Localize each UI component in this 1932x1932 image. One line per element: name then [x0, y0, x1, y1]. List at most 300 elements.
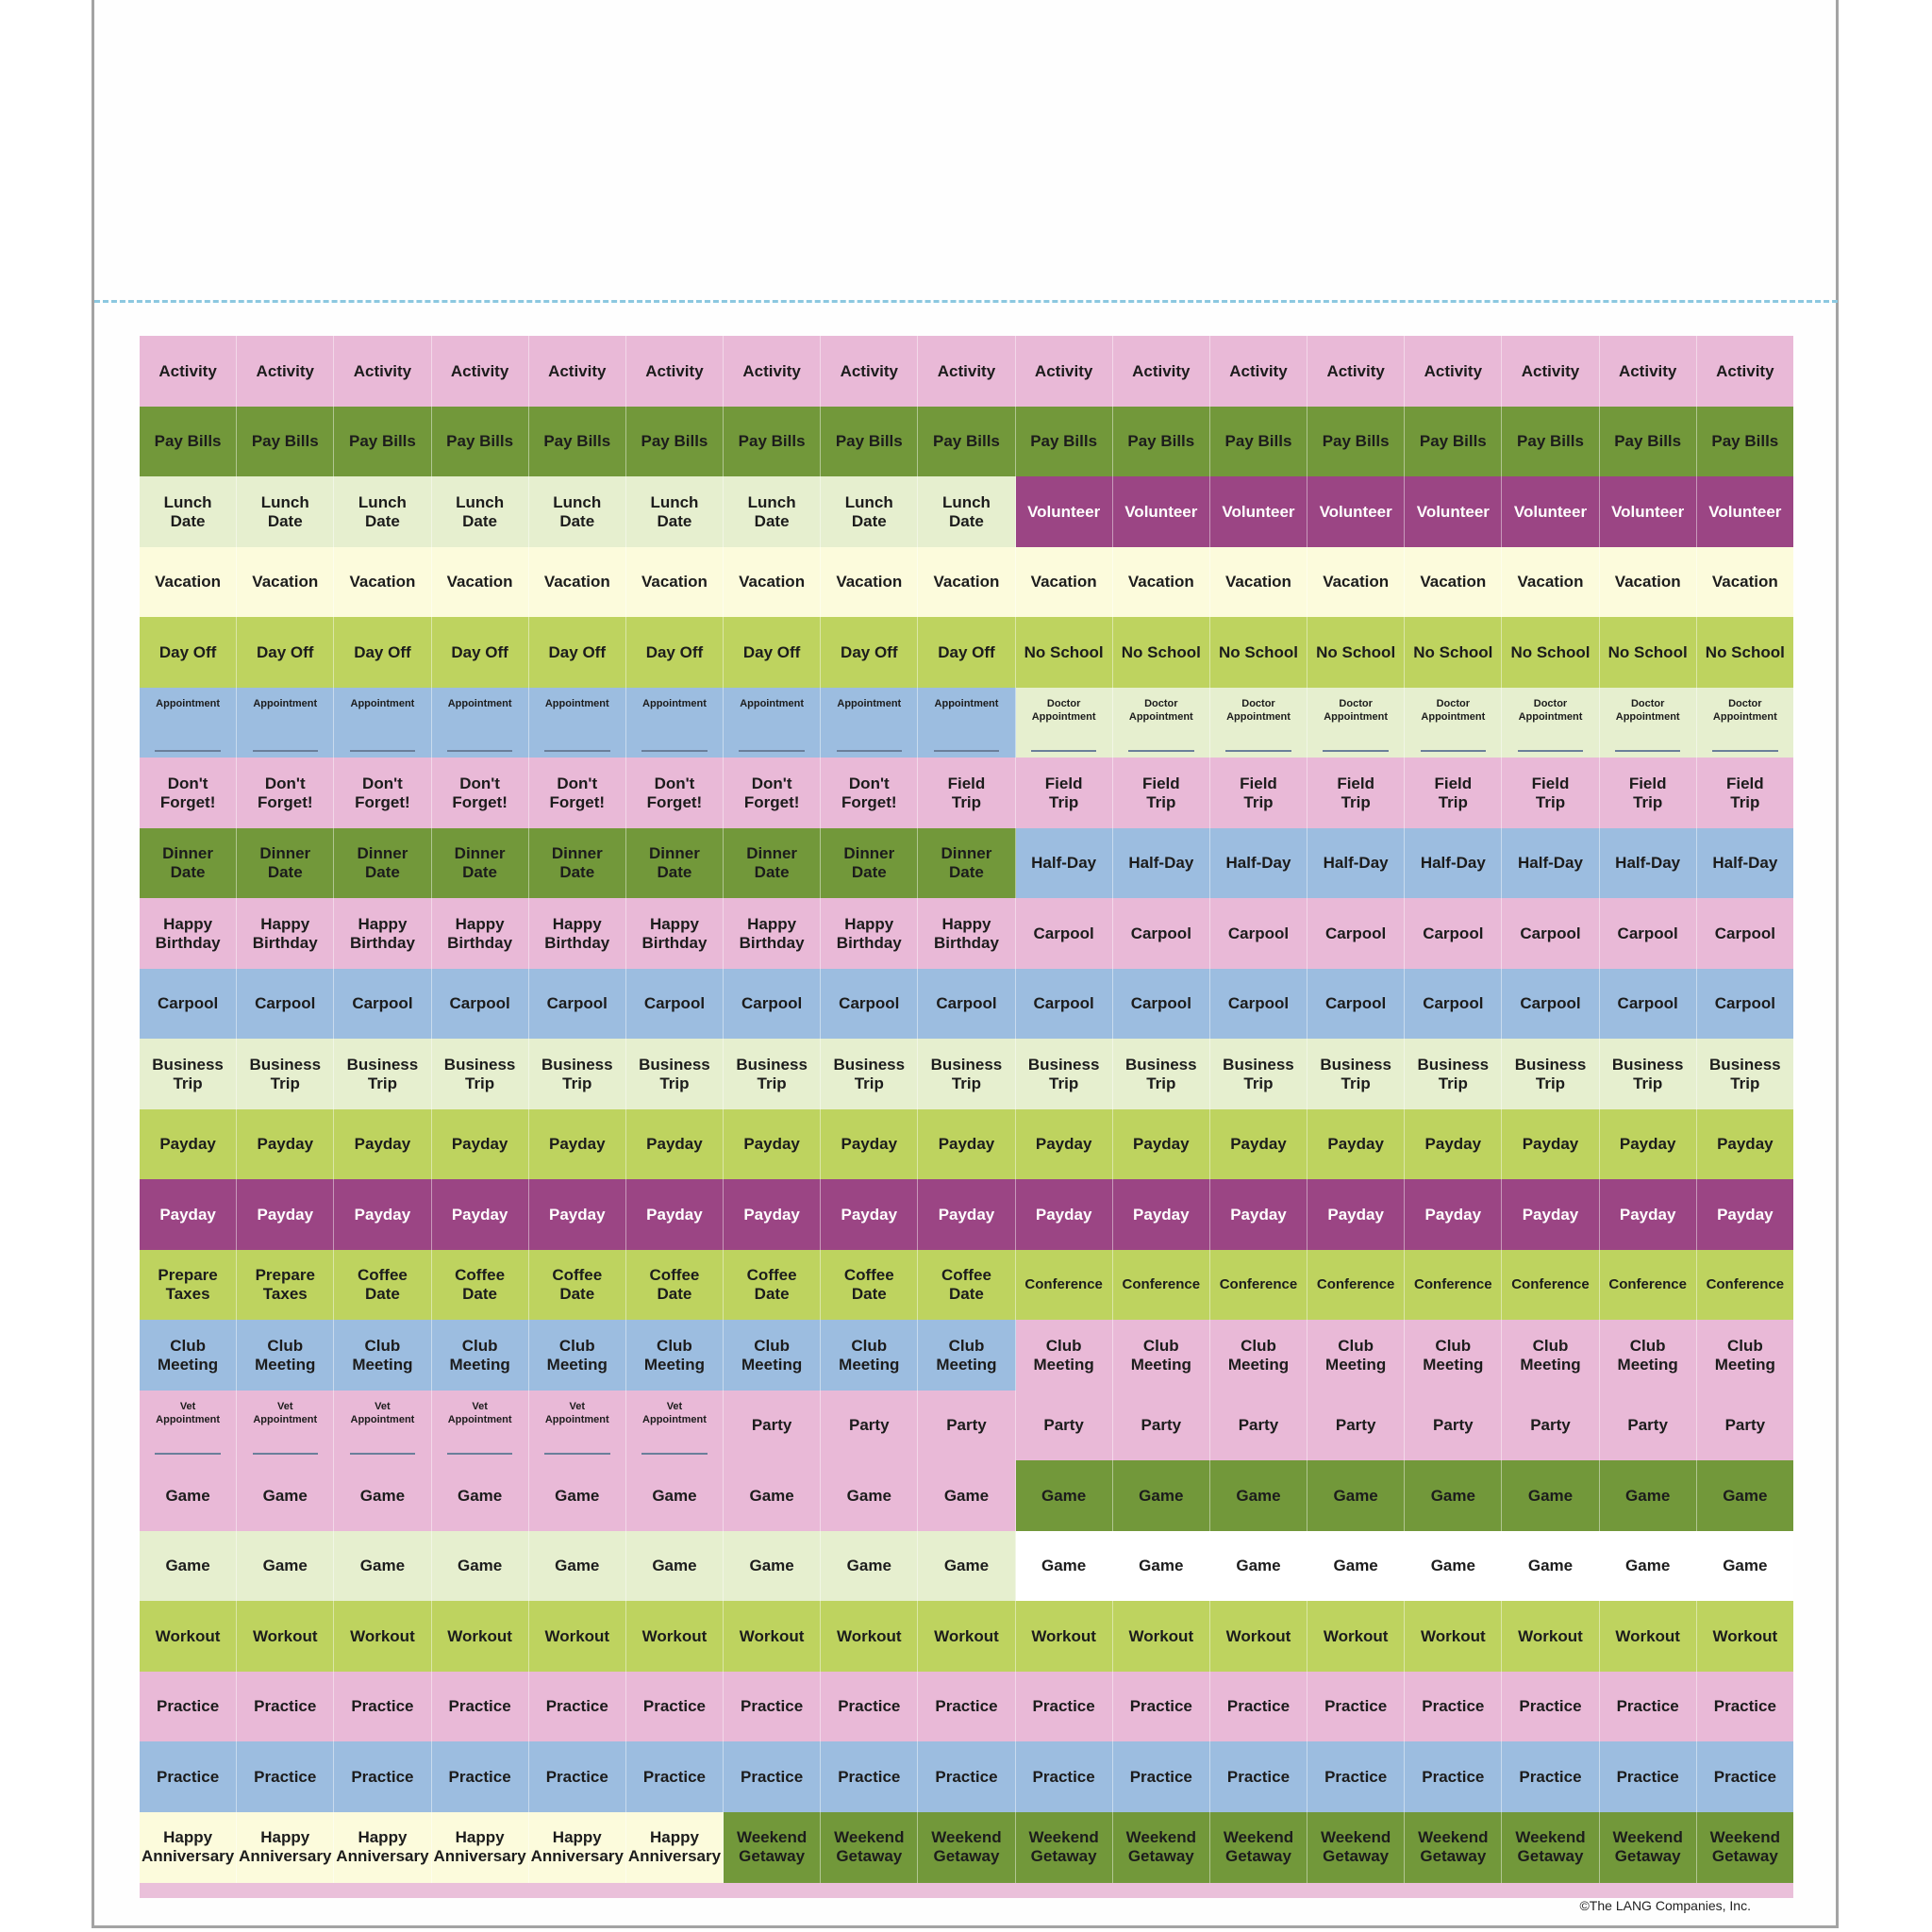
sticker[interactable]	[1600, 336, 1697, 407]
sticker[interactable]	[529, 1250, 626, 1321]
sticker[interactable]	[237, 1109, 334, 1180]
sticker[interactable]	[1697, 1741, 1793, 1812]
sticker[interactable]	[1113, 1531, 1210, 1602]
sticker[interactable]	[1307, 1531, 1405, 1602]
sticker[interactable]	[529, 1460, 626, 1531]
sticker[interactable]	[1405, 1109, 1502, 1180]
sticker[interactable]	[1210, 1320, 1307, 1391]
sticker[interactable]	[1016, 336, 1113, 407]
sticker[interactable]	[1307, 688, 1405, 758]
sticker[interactable]	[529, 1320, 626, 1391]
sticker[interactable]	[334, 758, 431, 828]
sticker[interactable]	[1600, 1672, 1697, 1742]
sticker[interactable]	[1405, 1601, 1502, 1672]
sticker[interactable]	[432, 1672, 529, 1742]
sticker[interactable]	[1307, 1320, 1405, 1391]
sticker[interactable]	[1113, 1812, 1210, 1883]
sticker[interactable]	[821, 1460, 918, 1531]
sticker[interactable]	[1405, 758, 1502, 828]
sticker[interactable]	[140, 969, 237, 1040]
sticker[interactable]	[1697, 1812, 1793, 1883]
sticker[interactable]	[334, 1320, 431, 1391]
sticker[interactable]	[821, 617, 918, 688]
sticker[interactable]	[529, 476, 626, 547]
sticker[interactable]	[626, 336, 724, 407]
sticker[interactable]	[626, 1531, 724, 1602]
sticker[interactable]	[1307, 1039, 1405, 1109]
sticker[interactable]	[432, 1812, 529, 1883]
sticker[interactable]	[432, 1250, 529, 1321]
sticker[interactable]	[724, 1460, 821, 1531]
sticker[interactable]	[1697, 1109, 1793, 1180]
sticker[interactable]	[1405, 828, 1502, 899]
sticker[interactable]	[140, 1601, 237, 1672]
sticker[interactable]	[432, 688, 529, 758]
sticker[interactable]	[529, 1672, 626, 1742]
sticker[interactable]	[1307, 1812, 1405, 1883]
sticker[interactable]	[1016, 1672, 1113, 1742]
sticker[interactable]	[724, 1391, 821, 1461]
sticker[interactable]	[1113, 1741, 1210, 1812]
sticker[interactable]	[529, 547, 626, 618]
sticker[interactable]	[1210, 1250, 1307, 1321]
sticker[interactable]	[724, 1812, 821, 1883]
sticker[interactable]	[1600, 1109, 1697, 1180]
sticker[interactable]	[918, 1672, 1015, 1742]
sticker[interactable]	[237, 1179, 334, 1250]
sticker[interactable]	[1016, 828, 1113, 899]
sticker[interactable]	[626, 1109, 724, 1180]
sticker[interactable]	[1502, 1391, 1599, 1461]
sticker[interactable]	[1113, 969, 1210, 1040]
sticker[interactable]	[1697, 688, 1793, 758]
sticker[interactable]	[724, 336, 821, 407]
sticker[interactable]	[821, 476, 918, 547]
sticker[interactable]	[1307, 407, 1405, 477]
sticker[interactable]	[821, 336, 918, 407]
sticker[interactable]	[1210, 1039, 1307, 1109]
sticker[interactable]	[626, 758, 724, 828]
sticker[interactable]	[1016, 476, 1113, 547]
sticker[interactable]	[1405, 1812, 1502, 1883]
sticker[interactable]	[1210, 476, 1307, 547]
sticker[interactable]	[918, 969, 1015, 1040]
sticker[interactable]	[626, 1672, 724, 1742]
sticker[interactable]	[1502, 1460, 1599, 1531]
sticker[interactable]	[1113, 1460, 1210, 1531]
sticker[interactable]	[334, 969, 431, 1040]
sticker[interactable]	[1600, 476, 1697, 547]
sticker[interactable]	[432, 336, 529, 407]
sticker[interactable]	[1307, 1601, 1405, 1672]
sticker[interactable]	[1210, 1531, 1307, 1602]
sticker[interactable]	[334, 898, 431, 969]
sticker[interactable]	[1405, 688, 1502, 758]
sticker[interactable]	[821, 1812, 918, 1883]
sticker[interactable]	[140, 1039, 237, 1109]
sticker[interactable]	[334, 1179, 431, 1250]
sticker[interactable]	[1113, 828, 1210, 899]
sticker[interactable]	[1307, 758, 1405, 828]
sticker[interactable]	[821, 828, 918, 899]
sticker[interactable]	[821, 547, 918, 618]
sticker[interactable]	[140, 336, 237, 407]
sticker[interactable]	[432, 1531, 529, 1602]
sticker[interactable]	[1016, 1812, 1113, 1883]
sticker[interactable]	[334, 1531, 431, 1602]
sticker[interactable]	[1697, 758, 1793, 828]
sticker[interactable]	[529, 1812, 626, 1883]
sticker[interactable]	[1600, 969, 1697, 1040]
sticker[interactable]	[1502, 407, 1599, 477]
sticker[interactable]	[1405, 547, 1502, 618]
sticker[interactable]	[1016, 688, 1113, 758]
sticker[interactable]	[1113, 1601, 1210, 1672]
sticker[interactable]	[1113, 1250, 1210, 1321]
sticker[interactable]	[1210, 407, 1307, 477]
sticker[interactable]	[529, 1601, 626, 1672]
sticker[interactable]	[1405, 476, 1502, 547]
sticker[interactable]	[140, 1741, 237, 1812]
sticker[interactable]	[1405, 407, 1502, 477]
sticker[interactable]	[724, 898, 821, 969]
sticker[interactable]	[626, 1391, 724, 1461]
sticker[interactable]	[1502, 476, 1599, 547]
sticker[interactable]	[237, 1250, 334, 1321]
sticker[interactable]	[1016, 617, 1113, 688]
sticker[interactable]	[140, 688, 237, 758]
sticker[interactable]	[1502, 547, 1599, 618]
sticker[interactable]	[237, 1672, 334, 1742]
sticker[interactable]	[1405, 336, 1502, 407]
sticker[interactable]	[724, 476, 821, 547]
sticker[interactable]	[1697, 828, 1793, 899]
sticker[interactable]	[140, 1460, 237, 1531]
sticker[interactable]	[1016, 898, 1113, 969]
sticker[interactable]	[334, 476, 431, 547]
sticker[interactable]	[1307, 1741, 1405, 1812]
sticker[interactable]	[1307, 1109, 1405, 1180]
sticker[interactable]	[237, 688, 334, 758]
sticker[interactable]	[821, 1741, 918, 1812]
sticker[interactable]	[1307, 969, 1405, 1040]
sticker[interactable]	[432, 476, 529, 547]
sticker[interactable]	[626, 617, 724, 688]
sticker[interactable]	[724, 407, 821, 477]
sticker[interactable]	[334, 1460, 431, 1531]
sticker[interactable]	[1405, 1250, 1502, 1321]
sticker[interactable]	[724, 1672, 821, 1742]
sticker[interactable]	[918, 407, 1015, 477]
sticker[interactable]	[432, 547, 529, 618]
sticker[interactable]	[626, 547, 724, 618]
sticker[interactable]	[1697, 336, 1793, 407]
sticker[interactable]	[1307, 1460, 1405, 1531]
sticker[interactable]	[1405, 969, 1502, 1040]
sticker[interactable]	[626, 1039, 724, 1109]
sticker[interactable]	[432, 1039, 529, 1109]
sticker[interactable]	[1600, 758, 1697, 828]
sticker[interactable]	[140, 1672, 237, 1742]
sticker[interactable]	[918, 1741, 1015, 1812]
sticker[interactable]	[1210, 758, 1307, 828]
sticker[interactable]	[1113, 1109, 1210, 1180]
sticker[interactable]	[1600, 407, 1697, 477]
sticker[interactable]	[724, 617, 821, 688]
sticker[interactable]	[237, 1460, 334, 1531]
sticker[interactable]	[918, 1531, 1015, 1602]
sticker[interactable]	[237, 758, 334, 828]
sticker[interactable]	[724, 1531, 821, 1602]
sticker[interactable]	[432, 898, 529, 969]
sticker[interactable]	[1307, 1179, 1405, 1250]
sticker[interactable]	[529, 969, 626, 1040]
sticker[interactable]	[1600, 688, 1697, 758]
sticker[interactable]	[237, 547, 334, 618]
sticker[interactable]	[626, 476, 724, 547]
sticker[interactable]	[529, 336, 626, 407]
sticker[interactable]	[626, 1601, 724, 1672]
sticker[interactable]	[1113, 1179, 1210, 1250]
sticker[interactable]	[1502, 1741, 1599, 1812]
sticker[interactable]	[626, 1320, 724, 1391]
sticker[interactable]	[918, 1812, 1015, 1883]
sticker[interactable]	[1600, 1250, 1697, 1321]
sticker[interactable]	[1697, 547, 1793, 618]
sticker[interactable]	[1697, 898, 1793, 969]
sticker[interactable]	[529, 1039, 626, 1109]
sticker[interactable]	[724, 688, 821, 758]
sticker[interactable]	[918, 1391, 1015, 1461]
sticker[interactable]	[1307, 476, 1405, 547]
sticker[interactable]	[918, 547, 1015, 618]
sticker[interactable]	[1307, 336, 1405, 407]
sticker[interactable]	[140, 407, 237, 477]
sticker[interactable]	[529, 1109, 626, 1180]
sticker[interactable]	[334, 336, 431, 407]
sticker[interactable]	[918, 1039, 1015, 1109]
sticker[interactable]	[724, 1179, 821, 1250]
sticker[interactable]	[1016, 1250, 1113, 1321]
sticker[interactable]	[1405, 1179, 1502, 1250]
sticker[interactable]	[140, 898, 237, 969]
sticker[interactable]	[237, 969, 334, 1040]
sticker[interactable]	[724, 969, 821, 1040]
sticker[interactable]	[140, 1250, 237, 1321]
sticker[interactable]	[334, 1601, 431, 1672]
sticker[interactable]	[237, 407, 334, 477]
sticker[interactable]	[529, 617, 626, 688]
sticker[interactable]	[626, 407, 724, 477]
sticker[interactable]	[334, 407, 431, 477]
sticker[interactable]	[1405, 1039, 1502, 1109]
sticker[interactable]	[724, 1741, 821, 1812]
sticker[interactable]	[1210, 1601, 1307, 1672]
sticker[interactable]	[1016, 547, 1113, 618]
sticker[interactable]	[918, 476, 1015, 547]
sticker[interactable]	[1502, 1601, 1599, 1672]
sticker[interactable]	[1210, 617, 1307, 688]
sticker[interactable]	[1113, 547, 1210, 618]
sticker[interactable]	[432, 1601, 529, 1672]
sticker[interactable]	[1600, 1741, 1697, 1812]
sticker[interactable]	[237, 617, 334, 688]
sticker[interactable]	[1210, 688, 1307, 758]
sticker[interactable]	[432, 1460, 529, 1531]
sticker[interactable]	[1502, 1812, 1599, 1883]
sticker[interactable]	[1307, 617, 1405, 688]
sticker[interactable]	[1697, 1320, 1793, 1391]
sticker[interactable]	[1307, 1250, 1405, 1321]
sticker[interactable]	[918, 1320, 1015, 1391]
sticker[interactable]	[529, 688, 626, 758]
sticker[interactable]	[334, 1812, 431, 1883]
sticker[interactable]	[1113, 407, 1210, 477]
sticker[interactable]	[529, 1179, 626, 1250]
sticker[interactable]	[626, 969, 724, 1040]
sticker[interactable]	[1405, 1741, 1502, 1812]
sticker[interactable]	[1697, 1179, 1793, 1250]
sticker[interactable]	[1600, 1460, 1697, 1531]
sticker[interactable]	[724, 758, 821, 828]
sticker[interactable]	[1697, 1039, 1793, 1109]
sticker[interactable]	[1600, 1601, 1697, 1672]
sticker[interactable]	[432, 758, 529, 828]
sticker[interactable]	[237, 1391, 334, 1461]
sticker[interactable]	[1600, 1812, 1697, 1883]
sticker[interactable]	[1307, 898, 1405, 969]
sticker[interactable]	[1697, 407, 1793, 477]
sticker[interactable]	[1502, 336, 1599, 407]
sticker[interactable]	[918, 828, 1015, 899]
sticker[interactable]	[626, 688, 724, 758]
sticker[interactable]	[918, 1460, 1015, 1531]
sticker[interactable]	[918, 617, 1015, 688]
sticker[interactable]	[821, 1250, 918, 1321]
sticker[interactable]	[334, 1741, 431, 1812]
sticker[interactable]	[140, 1320, 237, 1391]
sticker[interactable]	[432, 828, 529, 899]
sticker[interactable]	[432, 1741, 529, 1812]
sticker[interactable]	[1307, 1672, 1405, 1742]
sticker[interactable]	[918, 898, 1015, 969]
sticker[interactable]	[1307, 828, 1405, 899]
sticker[interactable]	[140, 828, 237, 899]
sticker[interactable]	[432, 407, 529, 477]
sticker[interactable]	[529, 407, 626, 477]
sticker[interactable]	[1210, 828, 1307, 899]
sticker[interactable]	[821, 1672, 918, 1742]
sticker[interactable]	[724, 1320, 821, 1391]
sticker[interactable]	[140, 1391, 237, 1461]
sticker[interactable]	[724, 828, 821, 899]
sticker[interactable]	[1502, 1250, 1599, 1321]
sticker[interactable]	[237, 1741, 334, 1812]
sticker[interactable]	[1697, 1601, 1793, 1672]
sticker[interactable]	[140, 1109, 237, 1180]
sticker[interactable]	[821, 898, 918, 969]
sticker[interactable]	[1113, 898, 1210, 969]
sticker[interactable]	[918, 1179, 1015, 1250]
sticker[interactable]	[140, 1812, 237, 1883]
sticker[interactable]	[724, 1250, 821, 1321]
sticker[interactable]	[918, 1601, 1015, 1672]
sticker[interactable]	[1600, 1531, 1697, 1602]
sticker[interactable]	[140, 617, 237, 688]
sticker[interactable]	[626, 1179, 724, 1250]
sticker[interactable]	[1113, 758, 1210, 828]
sticker[interactable]	[821, 969, 918, 1040]
sticker[interactable]	[1113, 688, 1210, 758]
sticker[interactable]	[821, 1179, 918, 1250]
sticker[interactable]	[918, 688, 1015, 758]
sticker[interactable]	[237, 1320, 334, 1391]
sticker[interactable]	[1600, 1039, 1697, 1109]
sticker[interactable]	[724, 1039, 821, 1109]
sticker[interactable]	[237, 898, 334, 969]
sticker[interactable]	[1016, 1531, 1113, 1602]
sticker[interactable]	[1307, 1391, 1405, 1461]
sticker[interactable]	[1016, 1109, 1113, 1180]
sticker[interactable]	[1405, 898, 1502, 969]
sticker[interactable]	[1502, 1672, 1599, 1742]
sticker[interactable]	[821, 1391, 918, 1461]
sticker[interactable]	[918, 336, 1015, 407]
sticker[interactable]	[1113, 476, 1210, 547]
sticker[interactable]	[1502, 688, 1599, 758]
sticker[interactable]	[140, 1531, 237, 1602]
sticker[interactable]	[140, 547, 237, 618]
sticker[interactable]	[821, 1320, 918, 1391]
sticker[interactable]	[821, 1531, 918, 1602]
sticker[interactable]	[1600, 1320, 1697, 1391]
sticker[interactable]	[1016, 407, 1113, 477]
sticker[interactable]	[1016, 1601, 1113, 1672]
sticker[interactable]	[432, 1391, 529, 1461]
sticker[interactable]	[334, 1039, 431, 1109]
sticker[interactable]	[1600, 617, 1697, 688]
sticker[interactable]	[432, 1109, 529, 1180]
sticker[interactable]	[140, 1179, 237, 1250]
sticker[interactable]	[724, 1109, 821, 1180]
sticker[interactable]	[237, 476, 334, 547]
sticker[interactable]	[1697, 1460, 1793, 1531]
sticker[interactable]	[1502, 1179, 1599, 1250]
sticker[interactable]	[1016, 1039, 1113, 1109]
sticker[interactable]	[1210, 898, 1307, 969]
sticker[interactable]	[1210, 1812, 1307, 1883]
sticker[interactable]	[626, 1812, 724, 1883]
sticker[interactable]	[334, 1109, 431, 1180]
sticker[interactable]	[821, 407, 918, 477]
sticker[interactable]	[1697, 1531, 1793, 1602]
sticker[interactable]	[1113, 617, 1210, 688]
sticker[interactable]	[529, 758, 626, 828]
sticker[interactable]	[1600, 898, 1697, 969]
sticker[interactable]	[1016, 758, 1113, 828]
sticker[interactable]	[1502, 1531, 1599, 1602]
sticker[interactable]	[1210, 1391, 1307, 1461]
sticker[interactable]	[1016, 1741, 1113, 1812]
sticker[interactable]	[1210, 969, 1307, 1040]
sticker[interactable]	[1113, 1320, 1210, 1391]
sticker[interactable]	[1405, 617, 1502, 688]
sticker[interactable]	[1016, 969, 1113, 1040]
sticker[interactable]	[1600, 1179, 1697, 1250]
sticker[interactable]	[1113, 1391, 1210, 1461]
sticker[interactable]	[1210, 1179, 1307, 1250]
sticker[interactable]	[918, 1250, 1015, 1321]
